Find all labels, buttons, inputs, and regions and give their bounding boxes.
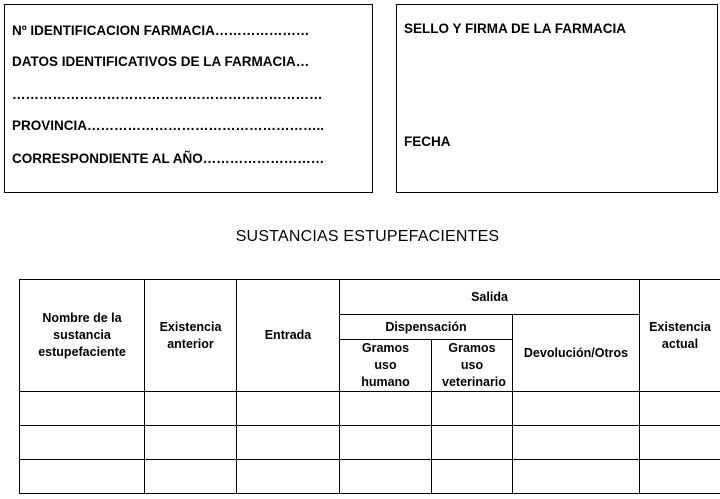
narcotics-table [19, 279, 720, 494]
table-cell[interactable] [145, 426, 237, 460]
pharmacy-data-continuation-line: …………………………………………………………… [12, 87, 323, 102]
table-cell[interactable] [513, 392, 640, 426]
table-cell[interactable] [513, 426, 640, 460]
header-grams-veterinary: Gramos uso veterinario [432, 340, 513, 392]
table-cell[interactable] [340, 426, 432, 460]
header-return-other: Devolución/Otros [513, 315, 640, 392]
table-cell[interactable] [20, 460, 145, 494]
table-cell[interactable] [432, 392, 513, 426]
table-cell[interactable] [640, 392, 720, 426]
province-line: PROVINCIA…………………………………………….. [12, 118, 325, 133]
date-label: FECHA [404, 134, 451, 149]
stamp-signature-box [396, 4, 718, 193]
pharmacy-info-box [4, 4, 373, 193]
table-cell[interactable] [432, 460, 513, 494]
table-cell[interactable] [20, 392, 145, 426]
table-cell[interactable] [340, 460, 432, 494]
table-cell[interactable] [340, 392, 432, 426]
table-row [20, 426, 720, 460]
table-cell[interactable] [237, 460, 340, 494]
year-line: CORRESPONDIENTE AL AÑO……………………… [12, 151, 325, 166]
pharmacy-data-line: DATOS IDENTIFICATIVOS DE LA FARMACIA… [12, 54, 310, 69]
table-cell[interactable] [432, 426, 513, 460]
header-previous-stock: Existencia anterior [145, 280, 237, 392]
table-cell[interactable] [513, 460, 640, 494]
table-cell[interactable] [145, 392, 237, 426]
table-cell[interactable] [20, 426, 145, 460]
table-cell[interactable] [640, 426, 720, 460]
pharmacy-id-line: Nº IDENTIFICACION FARMACIA………………… [12, 23, 310, 38]
table-row [20, 392, 720, 426]
header-current-stock: Existencia actual [640, 280, 720, 392]
stamp-label: SELLO Y FIRMA DE LA FARMACIA [404, 21, 627, 36]
header-dispensation: Dispensación [340, 315, 513, 340]
header-entry: Entrada [237, 280, 340, 392]
table-cell[interactable] [237, 426, 340, 460]
table-cell[interactable] [640, 460, 720, 494]
table-row [20, 460, 720, 494]
page-title: SUSTANCIAS ESTUPEFACIENTES [235, 228, 500, 245]
header-grams-human: Gramos uso humano [340, 340, 432, 392]
table-cell[interactable] [145, 460, 237, 494]
header-substance-name: Nombre de la sustancia estupefaciente [20, 280, 145, 392]
header-output: Salida [340, 280, 640, 315]
table-cell[interactable] [237, 392, 340, 426]
